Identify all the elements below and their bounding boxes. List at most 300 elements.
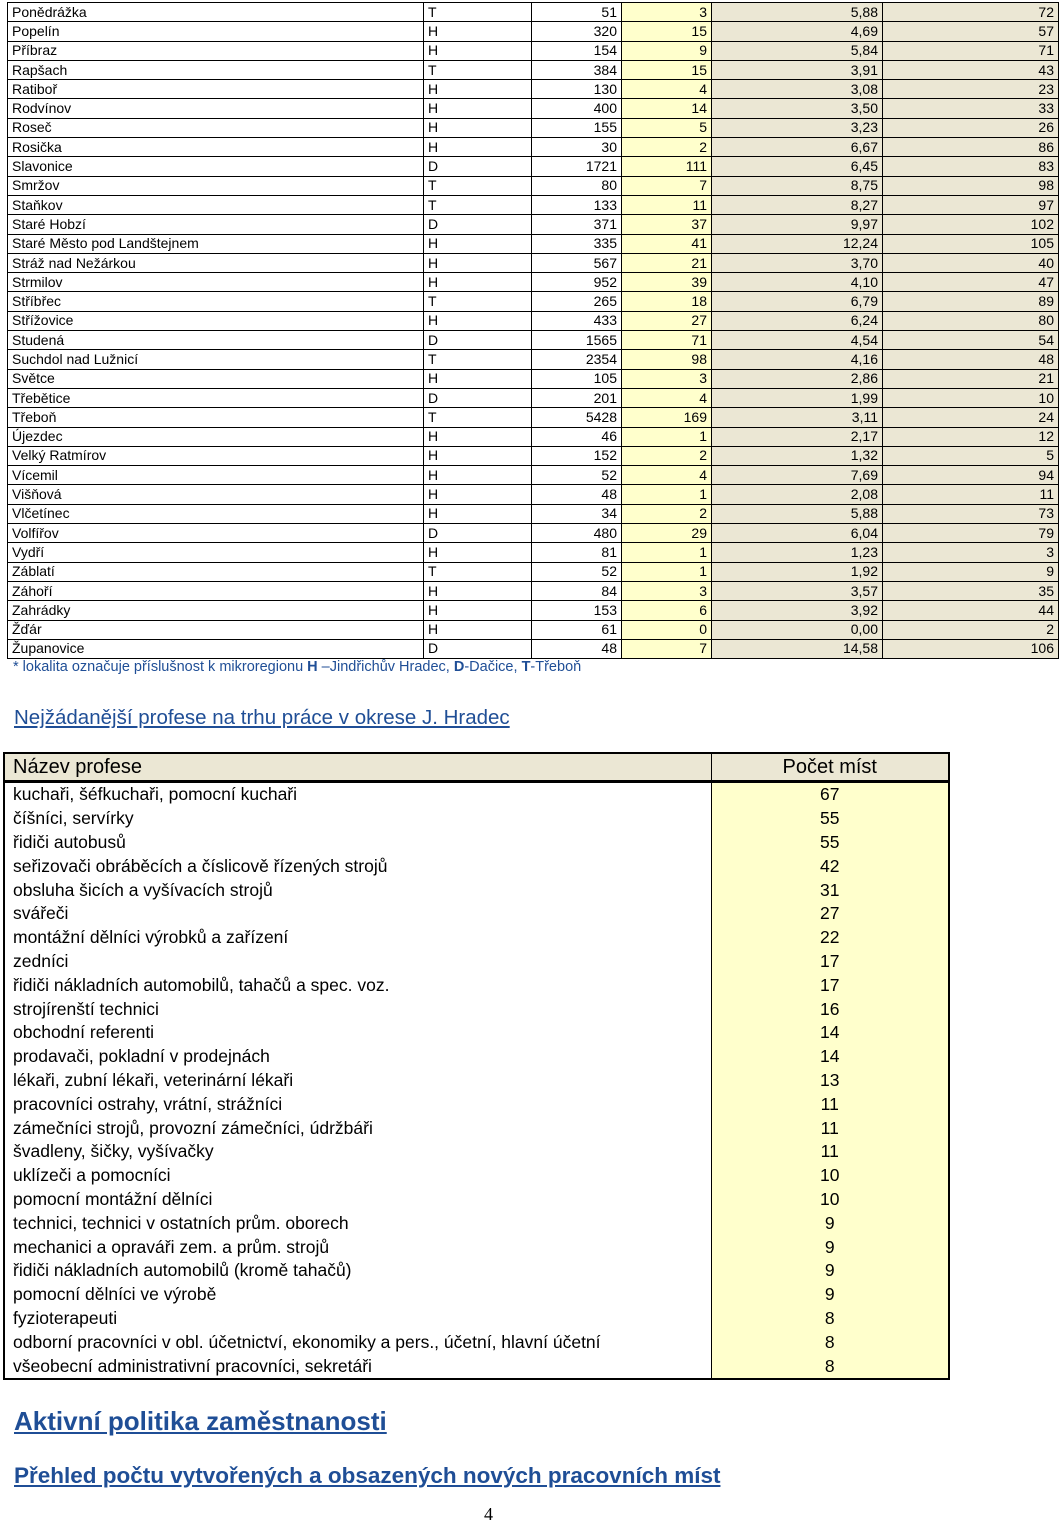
profession-count: 10 xyxy=(711,1188,949,1212)
microregion-code: T xyxy=(424,408,532,427)
header-job-count: Počet míst xyxy=(711,753,949,782)
microregion-code: H xyxy=(424,466,532,485)
profession-row xyxy=(4,1140,949,1164)
profession-name: mechanici a opraváři zem. a prům. strojů xyxy=(4,1235,711,1259)
footnote-t-letter: T xyxy=(521,659,531,675)
profession-name: montážní dělníci výrobků a zařízení xyxy=(4,926,711,950)
microregion-code: H xyxy=(424,80,532,99)
municipality-name: Újezdec xyxy=(8,427,424,446)
value-col-3: 8,75 xyxy=(712,176,883,195)
profession-count: 14 xyxy=(711,1045,949,1069)
value-col-2: 14 xyxy=(622,99,712,118)
profession-count: 17 xyxy=(711,950,949,974)
profession-name: pomocní dělníci ve výrobě xyxy=(4,1283,711,1307)
value-col-4: 106 xyxy=(883,639,1059,658)
profession-name: lékaři, zubní lékaři, veterinární lékaři xyxy=(4,1069,711,1093)
municipality-name: Vydří xyxy=(8,543,424,562)
municipality-row xyxy=(8,331,1059,350)
profession-name: řidiči nákladních automobilů, tahačů a spec. voz. xyxy=(4,973,711,997)
profession-name: prodavači, pokladní v prodejnách xyxy=(4,1045,711,1069)
municipality-row xyxy=(8,80,1059,99)
profession-name: zedníci xyxy=(4,950,711,974)
value-col-1: 133 xyxy=(532,195,622,214)
municipality-row xyxy=(8,427,1059,446)
microregion-code: D xyxy=(424,215,532,234)
profession-count: 17 xyxy=(711,973,949,997)
municipality-row xyxy=(8,3,1059,22)
value-col-3: 4,16 xyxy=(712,350,883,369)
value-col-4: 54 xyxy=(883,331,1059,350)
municipality-row xyxy=(8,543,1059,562)
professions-heading[interactable]: Nejžádanější profese na trhu práce v okrese J. Hradec xyxy=(14,706,510,729)
profession-count: 11 xyxy=(711,1140,949,1164)
microregion-code: D xyxy=(424,524,532,543)
value-col-1: 155 xyxy=(532,118,622,137)
microregion-code: H xyxy=(424,41,532,60)
value-col-2: 98 xyxy=(622,350,712,369)
profession-count: 9 xyxy=(711,1283,949,1307)
value-col-4: 80 xyxy=(883,311,1059,330)
profession-row xyxy=(4,1188,949,1212)
value-col-1: 52 xyxy=(532,562,622,581)
profession-count: 10 xyxy=(711,1164,949,1188)
value-col-1: 61 xyxy=(532,620,622,639)
profession-name: číšníci, servírky xyxy=(4,807,711,831)
profession-name: švadleny, šičky, vyšívačky xyxy=(4,1140,711,1164)
value-col-2: 4 xyxy=(622,80,712,99)
municipality-row xyxy=(8,581,1059,600)
value-col-2: 7 xyxy=(622,639,712,658)
profession-name: odborní pracovníci v obl. účetnictví, ekonomiky a pers., účetní, hlavní účetní xyxy=(4,1330,711,1354)
profession-row xyxy=(4,1354,949,1379)
value-col-1: 1565 xyxy=(532,331,622,350)
value-col-3: 3,92 xyxy=(712,601,883,620)
municipality-row xyxy=(8,369,1059,388)
profession-row xyxy=(4,1116,949,1140)
value-col-4: 21 xyxy=(883,369,1059,388)
value-col-1: 52 xyxy=(532,466,622,485)
microregion-code: T xyxy=(424,60,532,79)
value-col-1: 130 xyxy=(532,80,622,99)
value-col-4: 2 xyxy=(883,620,1059,639)
value-col-1: 335 xyxy=(532,234,622,253)
municipality-row xyxy=(8,138,1059,157)
municipality-name: Ratiboř xyxy=(8,80,424,99)
microregion-code: H xyxy=(424,543,532,562)
value-col-1: 51 xyxy=(532,3,622,22)
value-col-4: 71 xyxy=(883,41,1059,60)
microregion-footnote xyxy=(13,659,581,675)
municipality-row xyxy=(8,176,1059,195)
municipality-row xyxy=(8,234,1059,253)
value-col-4: 10 xyxy=(883,388,1059,407)
profession-count: 11 xyxy=(711,1116,949,1140)
profession-name: obsluha šicích a vyšívacích strojů xyxy=(4,878,711,902)
municipality-row xyxy=(8,350,1059,369)
profession-row xyxy=(4,831,949,855)
municipality-name: Staré Město pod Landštejnem xyxy=(8,234,424,253)
value-col-4: 5 xyxy=(883,446,1059,465)
value-col-4: 12 xyxy=(883,427,1059,446)
value-col-1: 952 xyxy=(532,273,622,292)
value-col-2: 4 xyxy=(622,466,712,485)
profession-row xyxy=(4,902,949,926)
profession-name: pracovníci ostrahy, vrátní, strážníci xyxy=(4,1092,711,1116)
municipality-name: Rosička xyxy=(8,138,424,157)
value-col-2: 1 xyxy=(622,543,712,562)
profession-name: fyzioterapeuti xyxy=(4,1307,711,1331)
value-col-2: 2 xyxy=(622,504,712,523)
footnote-h-text: –Jindřichův Hradec, xyxy=(317,659,454,675)
profession-row xyxy=(4,854,949,878)
profession-row xyxy=(4,1092,949,1116)
value-col-2: 169 xyxy=(622,408,712,427)
profession-row xyxy=(4,1045,949,1069)
value-col-3: 6,45 xyxy=(712,157,883,176)
value-col-1: 48 xyxy=(532,485,622,504)
value-col-3: 6,79 xyxy=(712,292,883,311)
footnote-d-text: -Dačice, xyxy=(464,659,522,675)
profession-name: technici, technici v ostatních prům. oborech xyxy=(4,1211,711,1235)
profession-name: řidiči nákladních automobilů (kromě tahačů) xyxy=(4,1259,711,1283)
municipality-table xyxy=(7,2,1059,659)
value-col-1: 152 xyxy=(532,446,622,465)
profession-name: obchodní referenti xyxy=(4,1021,711,1045)
value-col-4: 98 xyxy=(883,176,1059,195)
value-col-3: 8,27 xyxy=(712,195,883,214)
value-col-4: 11 xyxy=(883,485,1059,504)
microregion-code: H xyxy=(424,620,532,639)
value-col-4: 23 xyxy=(883,80,1059,99)
value-col-4: 40 xyxy=(883,253,1059,272)
value-col-3: 9,97 xyxy=(712,215,883,234)
municipality-row xyxy=(8,504,1059,523)
microregion-code: H xyxy=(424,253,532,272)
municipality-name: Třebětice xyxy=(8,388,424,407)
microregion-code: H xyxy=(424,118,532,137)
municipality-row xyxy=(8,118,1059,137)
municipality-name: Staré Hobzí xyxy=(8,215,424,234)
value-col-1: 30 xyxy=(532,138,622,157)
microregion-code: H xyxy=(424,234,532,253)
profession-row xyxy=(4,997,949,1021)
municipality-row xyxy=(8,408,1059,427)
municipality-name: Vícemil xyxy=(8,466,424,485)
municipality-row xyxy=(8,273,1059,292)
microregion-code: H xyxy=(424,581,532,600)
municipality-row xyxy=(8,562,1059,581)
municipality-row xyxy=(8,466,1059,485)
profession-name: kuchaři, šéfkuchaři, pomocní kuchaři xyxy=(4,782,711,807)
municipality-row xyxy=(8,311,1059,330)
value-col-2: 1 xyxy=(622,562,712,581)
footnote-t-text: -Třeboň xyxy=(530,659,582,675)
municipality-row xyxy=(8,601,1059,620)
value-col-1: 400 xyxy=(532,99,622,118)
profession-row xyxy=(4,926,949,950)
value-col-4: 86 xyxy=(883,138,1059,157)
value-col-2: 71 xyxy=(622,331,712,350)
value-col-3: 5,88 xyxy=(712,3,883,22)
municipality-name: Třeboň xyxy=(8,408,424,427)
profession-count: 31 xyxy=(711,878,949,902)
value-col-4: 35 xyxy=(883,581,1059,600)
municipality-name: Vlčetínec xyxy=(8,504,424,523)
municipality-name: Roseč xyxy=(8,118,424,137)
value-col-4: 105 xyxy=(883,234,1059,253)
profession-name: seřizovači obráběcích a číslicově řízených strojů xyxy=(4,854,711,878)
value-col-4: 83 xyxy=(883,157,1059,176)
value-col-4: 57 xyxy=(883,22,1059,41)
municipality-row xyxy=(8,620,1059,639)
value-col-2: 37 xyxy=(622,215,712,234)
value-col-1: 80 xyxy=(532,176,622,195)
value-col-3: 6,24 xyxy=(712,311,883,330)
municipality-row xyxy=(8,41,1059,60)
value-col-3: 0,00 xyxy=(712,620,883,639)
value-col-1: 384 xyxy=(532,60,622,79)
microregion-code: T xyxy=(424,292,532,311)
profession-count: 9 xyxy=(711,1235,949,1259)
municipality-row xyxy=(8,639,1059,658)
profession-count: 42 xyxy=(711,854,949,878)
value-col-1: 1721 xyxy=(532,157,622,176)
microregion-code: H xyxy=(424,22,532,41)
value-col-3: 2,08 xyxy=(712,485,883,504)
value-col-3: 4,54 xyxy=(712,331,883,350)
profession-name: uklízeči a pomocníci xyxy=(4,1164,711,1188)
value-col-3: 12,24 xyxy=(712,234,883,253)
profession-count: 9 xyxy=(711,1211,949,1235)
value-col-2: 15 xyxy=(622,22,712,41)
municipality-name: Zahrádky xyxy=(8,601,424,620)
value-col-3: 4,10 xyxy=(712,273,883,292)
microregion-code: T xyxy=(424,562,532,581)
municipality-name: Županovice xyxy=(8,639,424,658)
value-col-1: 84 xyxy=(532,581,622,600)
profession-count: 16 xyxy=(711,997,949,1021)
value-col-2: 11 xyxy=(622,195,712,214)
municipality-row xyxy=(8,195,1059,214)
municipality-row xyxy=(8,524,1059,543)
municipality-name: Rodvínov xyxy=(8,99,424,118)
municipality-name: Záblatí xyxy=(8,562,424,581)
profession-row xyxy=(4,1283,949,1307)
value-col-1: 320 xyxy=(532,22,622,41)
microregion-code: H xyxy=(424,311,532,330)
value-col-3: 7,69 xyxy=(712,466,883,485)
value-col-3: 6,67 xyxy=(712,138,883,157)
value-col-4: 43 xyxy=(883,60,1059,79)
profession-row xyxy=(4,973,949,997)
value-col-3: 3,08 xyxy=(712,80,883,99)
municipality-name: Smržov xyxy=(8,176,424,195)
value-col-1: 5428 xyxy=(532,408,622,427)
value-col-3: 3,23 xyxy=(712,118,883,137)
value-col-4: 72 xyxy=(883,3,1059,22)
value-col-4: 44 xyxy=(883,601,1059,620)
value-col-2: 39 xyxy=(622,273,712,292)
page-number: 4 xyxy=(484,1504,493,1524)
microregion-code: T xyxy=(424,195,532,214)
municipality-name: Střížovice xyxy=(8,311,424,330)
microregion-code: D xyxy=(424,157,532,176)
municipality-name: Stříbřec xyxy=(8,292,424,311)
section-heading-apz[interactable]: Aktivní politika zaměstnanosti xyxy=(14,1406,387,1436)
microregion-code: H xyxy=(424,485,532,504)
profession-count: 9 xyxy=(711,1259,949,1283)
value-col-4: 3 xyxy=(883,543,1059,562)
value-col-1: 371 xyxy=(532,215,622,234)
municipality-name: Stráž nad Nežárkou xyxy=(8,253,424,272)
microregion-code: D xyxy=(424,639,532,658)
municipality-row xyxy=(8,157,1059,176)
profession-count: 22 xyxy=(711,926,949,950)
value-col-2: 5 xyxy=(622,118,712,137)
microregion-code: H xyxy=(424,273,532,292)
subsection-heading-new-jobs[interactable]: Přehled počtu vytvořených a obsazených nových pracovních míst xyxy=(14,1463,721,1488)
value-col-3: 1,99 xyxy=(712,388,883,407)
municipality-name: Rapšach xyxy=(8,60,424,79)
profession-row xyxy=(4,878,949,902)
value-col-2: 27 xyxy=(622,311,712,330)
value-col-3: 4,69 xyxy=(712,22,883,41)
municipality-name: Záhoří xyxy=(8,581,424,600)
profession-name: všeobecní administrativní pracovníci, sekretáři xyxy=(4,1354,711,1379)
municipality-name: Suchdol nad Lužnicí xyxy=(8,350,424,369)
profession-row xyxy=(4,1164,949,1188)
value-col-1: 265 xyxy=(532,292,622,311)
municipality-row xyxy=(8,388,1059,407)
municipality-name: Žďár xyxy=(8,620,424,639)
value-col-4: 33 xyxy=(883,99,1059,118)
value-col-2: 3 xyxy=(622,581,712,600)
value-col-4: 47 xyxy=(883,273,1059,292)
profession-row xyxy=(4,1211,949,1235)
municipality-row xyxy=(8,446,1059,465)
profession-count: 14 xyxy=(711,1021,949,1045)
profession-row xyxy=(4,1021,949,1045)
microregion-code: D xyxy=(424,331,532,350)
value-col-1: 153 xyxy=(532,601,622,620)
value-col-2: 111 xyxy=(622,157,712,176)
professions-header-row xyxy=(4,753,949,782)
professions-table-body xyxy=(4,782,949,1379)
value-col-3: 2,17 xyxy=(712,427,883,446)
footnote-h-letter: H xyxy=(307,659,318,675)
value-col-1: 48 xyxy=(532,639,622,658)
municipality-row xyxy=(8,60,1059,79)
value-col-2: 4 xyxy=(622,388,712,407)
value-col-3: 3,57 xyxy=(712,581,883,600)
value-col-3: 1,32 xyxy=(712,446,883,465)
municipality-name: Světce xyxy=(8,369,424,388)
value-col-4: 9 xyxy=(883,562,1059,581)
value-col-1: 105 xyxy=(532,369,622,388)
header-profession-name: Název profese xyxy=(4,753,711,782)
value-col-3: 5,84 xyxy=(712,41,883,60)
profession-name: pomocní montážní dělníci xyxy=(4,1188,711,1212)
value-col-2: 21 xyxy=(622,253,712,272)
profession-count: 67 xyxy=(711,782,949,807)
footnote-d-letter: D xyxy=(453,659,465,675)
value-col-3: 1,23 xyxy=(712,543,883,562)
profession-row xyxy=(4,1307,949,1331)
value-col-2: 15 xyxy=(622,60,712,79)
municipality-name: Příbraz xyxy=(8,41,424,60)
municipality-name: Strmilov xyxy=(8,273,424,292)
profession-count: 8 xyxy=(711,1330,949,1354)
profession-count: 13 xyxy=(711,1069,949,1093)
microregion-code: H xyxy=(424,601,532,620)
profession-count: 27 xyxy=(711,902,949,926)
microregion-code: H xyxy=(424,99,532,118)
profession-row xyxy=(4,1235,949,1259)
municipality-name: Studená xyxy=(8,331,424,350)
municipality-name: Ponědrážka xyxy=(8,3,424,22)
value-col-4: 73 xyxy=(883,504,1059,523)
profession-row xyxy=(4,950,949,974)
professions-table xyxy=(3,752,950,1380)
value-col-2: 2 xyxy=(622,138,712,157)
microregion-code: H xyxy=(424,446,532,465)
value-col-1: 567 xyxy=(532,253,622,272)
value-col-2: 3 xyxy=(622,369,712,388)
footnote-text: * lokalita označuje příslušnost k mikroregionu xyxy=(13,659,308,675)
value-col-2: 18 xyxy=(622,292,712,311)
value-col-2: 41 xyxy=(622,234,712,253)
value-col-3: 14,58 xyxy=(712,639,883,658)
microregion-code: H xyxy=(424,504,532,523)
profession-count: 11 xyxy=(711,1092,949,1116)
value-col-1: 154 xyxy=(532,41,622,60)
municipality-name: Slavonice xyxy=(8,157,424,176)
municipality-row xyxy=(8,22,1059,41)
profession-name: svářeči xyxy=(4,902,711,926)
value-col-4: 79 xyxy=(883,524,1059,543)
value-col-3: 3,50 xyxy=(712,99,883,118)
value-col-1: 480 xyxy=(532,524,622,543)
profession-name: strojírenští technici xyxy=(4,997,711,1021)
municipality-row xyxy=(8,99,1059,118)
municipality-name: Popelín xyxy=(8,22,424,41)
value-col-2: 7 xyxy=(622,176,712,195)
value-col-4: 97 xyxy=(883,195,1059,214)
municipality-name: Staňkov xyxy=(8,195,424,214)
value-col-4: 102 xyxy=(883,215,1059,234)
value-col-4: 94 xyxy=(883,466,1059,485)
microregion-code: T xyxy=(424,350,532,369)
profession-count: 55 xyxy=(711,831,949,855)
value-col-3: 3,91 xyxy=(712,60,883,79)
value-col-2: 6 xyxy=(622,601,712,620)
municipality-row xyxy=(8,215,1059,234)
value-col-4: 26 xyxy=(883,118,1059,137)
microregion-code: D xyxy=(424,388,532,407)
profession-name: zámečníci strojů, provozní zámečníci, údržbáři xyxy=(4,1116,711,1140)
municipality-row xyxy=(8,292,1059,311)
profession-row xyxy=(4,1069,949,1093)
value-col-2: 29 xyxy=(622,524,712,543)
municipality-name: Volfířov xyxy=(8,524,424,543)
value-col-2: 2 xyxy=(622,446,712,465)
microregion-code: H xyxy=(424,427,532,446)
value-col-4: 48 xyxy=(883,350,1059,369)
profession-count: 8 xyxy=(711,1307,949,1331)
value-col-2: 1 xyxy=(622,427,712,446)
microregion-code: T xyxy=(424,3,532,22)
profession-count: 55 xyxy=(711,807,949,831)
